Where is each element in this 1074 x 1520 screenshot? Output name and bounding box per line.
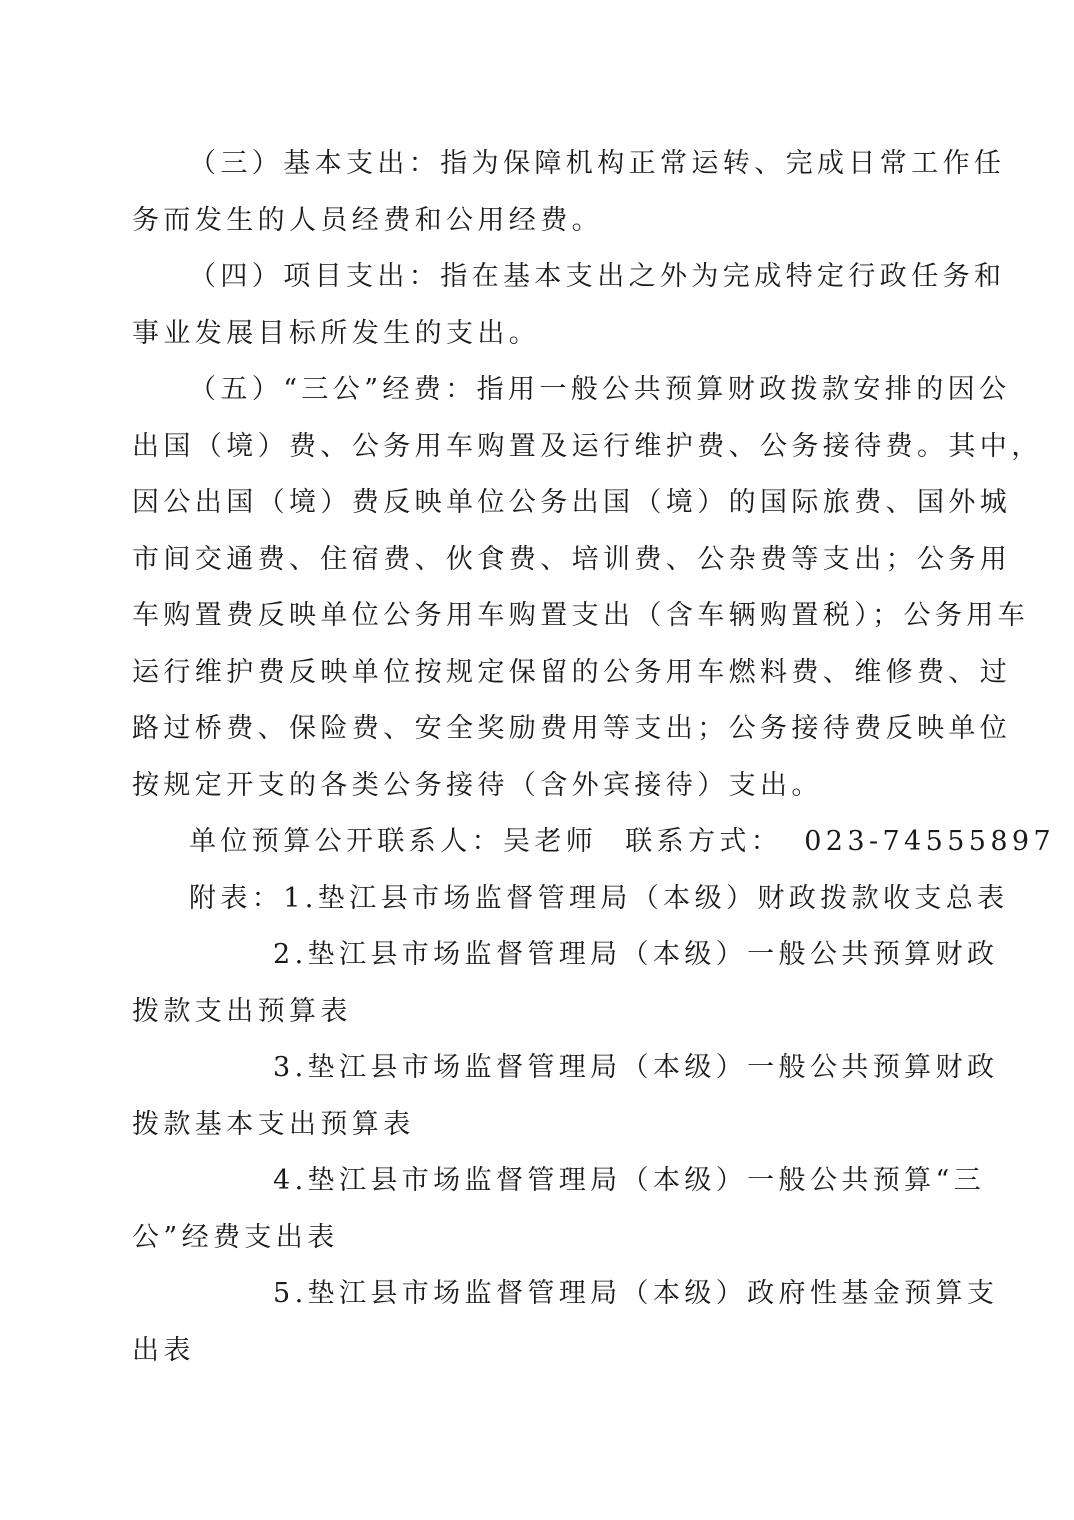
paragraph-three-public-line-4: 市间交通费、住宿费、伙食费、培训费、公杂费等支出；公务用	[132, 543, 1012, 575]
attachment-5-line-2: 出表	[132, 1334, 195, 1366]
paragraph-three-public-line-3: 因公出国（境）费反映单位公务出国（境）的国际旅费、国外城	[132, 487, 1012, 518]
attachment-4-line-2: 公”经费支出表	[132, 1221, 339, 1253]
paragraph-three-public-line-1: （五）“三公”经费：指用一般公共预算财政拨款安排的因公	[189, 374, 1011, 405]
contact-person: 单位预算公开联系人：吴老师	[189, 826, 598, 857]
attachment-2-line-2: 拨款支出预算表	[132, 995, 352, 1027]
attachment-3-line-1: 3.垫江县市场监督管理局（本级）一般公共预算财政	[273, 1052, 999, 1083]
paragraph-three-public-line-7: 路过桥费、保险费、安全奖励费用等支出；公务接待费反映单位	[132, 713, 1012, 744]
contact-method-label: 联系方式：	[625, 826, 783, 857]
document-page	[132, 136, 1056, 1379]
paragraph-three-public-line-5: 车购置费反映单位公务用车购置支出（含车辆购置税）；公务用车	[132, 600, 1030, 631]
contact-line	[132, 814, 1056, 871]
contact-phone: 023-74555897	[804, 826, 1056, 857]
paragraph-three-public-line-2: 出国（境）费、公务用车购置及运行维护费、公务接待费。其中，	[132, 430, 1043, 462]
attachment-3-line-2: 拨款基本支出预算表	[132, 1108, 415, 1140]
paragraph-three-public-line-8: 按规定开支的各类公务接待（含外宾接待）支出。	[132, 769, 823, 801]
attachment-5-line-1: 5.垫江县市场监督管理局（本级）政府性基金预算支	[273, 1278, 999, 1309]
attachment-1-title: 1.垫江县市场监督管理局（本级）财政拨款收支总表	[283, 882, 1009, 914]
paragraph-three-public-line-6: 运行维护费反映单位按规定保留的公务用车燃料费、维修费、过	[132, 656, 1012, 688]
attachment-prefix: 附表：	[189, 882, 284, 914]
attachment-4-line-1: 4.垫江县市场监督管理局（本级）一般公共预算“三	[273, 1165, 986, 1196]
attachment-1	[132, 871, 1009, 928]
attachment-2-line-1: 2.垫江县市场监督管理局（本级）一般公共预算财政	[273, 939, 999, 970]
paragraph-basic-expenditure-line-1: （三）基本支出：指为保障机构正常运转、完成日常工作任	[189, 148, 1006, 179]
paragraph-project-expenditure-line-1: （四）项目支出：指在基本支出之外为完成特定行政任务和	[189, 261, 1006, 292]
paragraph-project-expenditure-line-2: 事业发展目标所发生的支出。	[132, 317, 541, 349]
paragraph-basic-expenditure-line-2: 务而发生的人员经费和公用经费。	[132, 204, 603, 236]
